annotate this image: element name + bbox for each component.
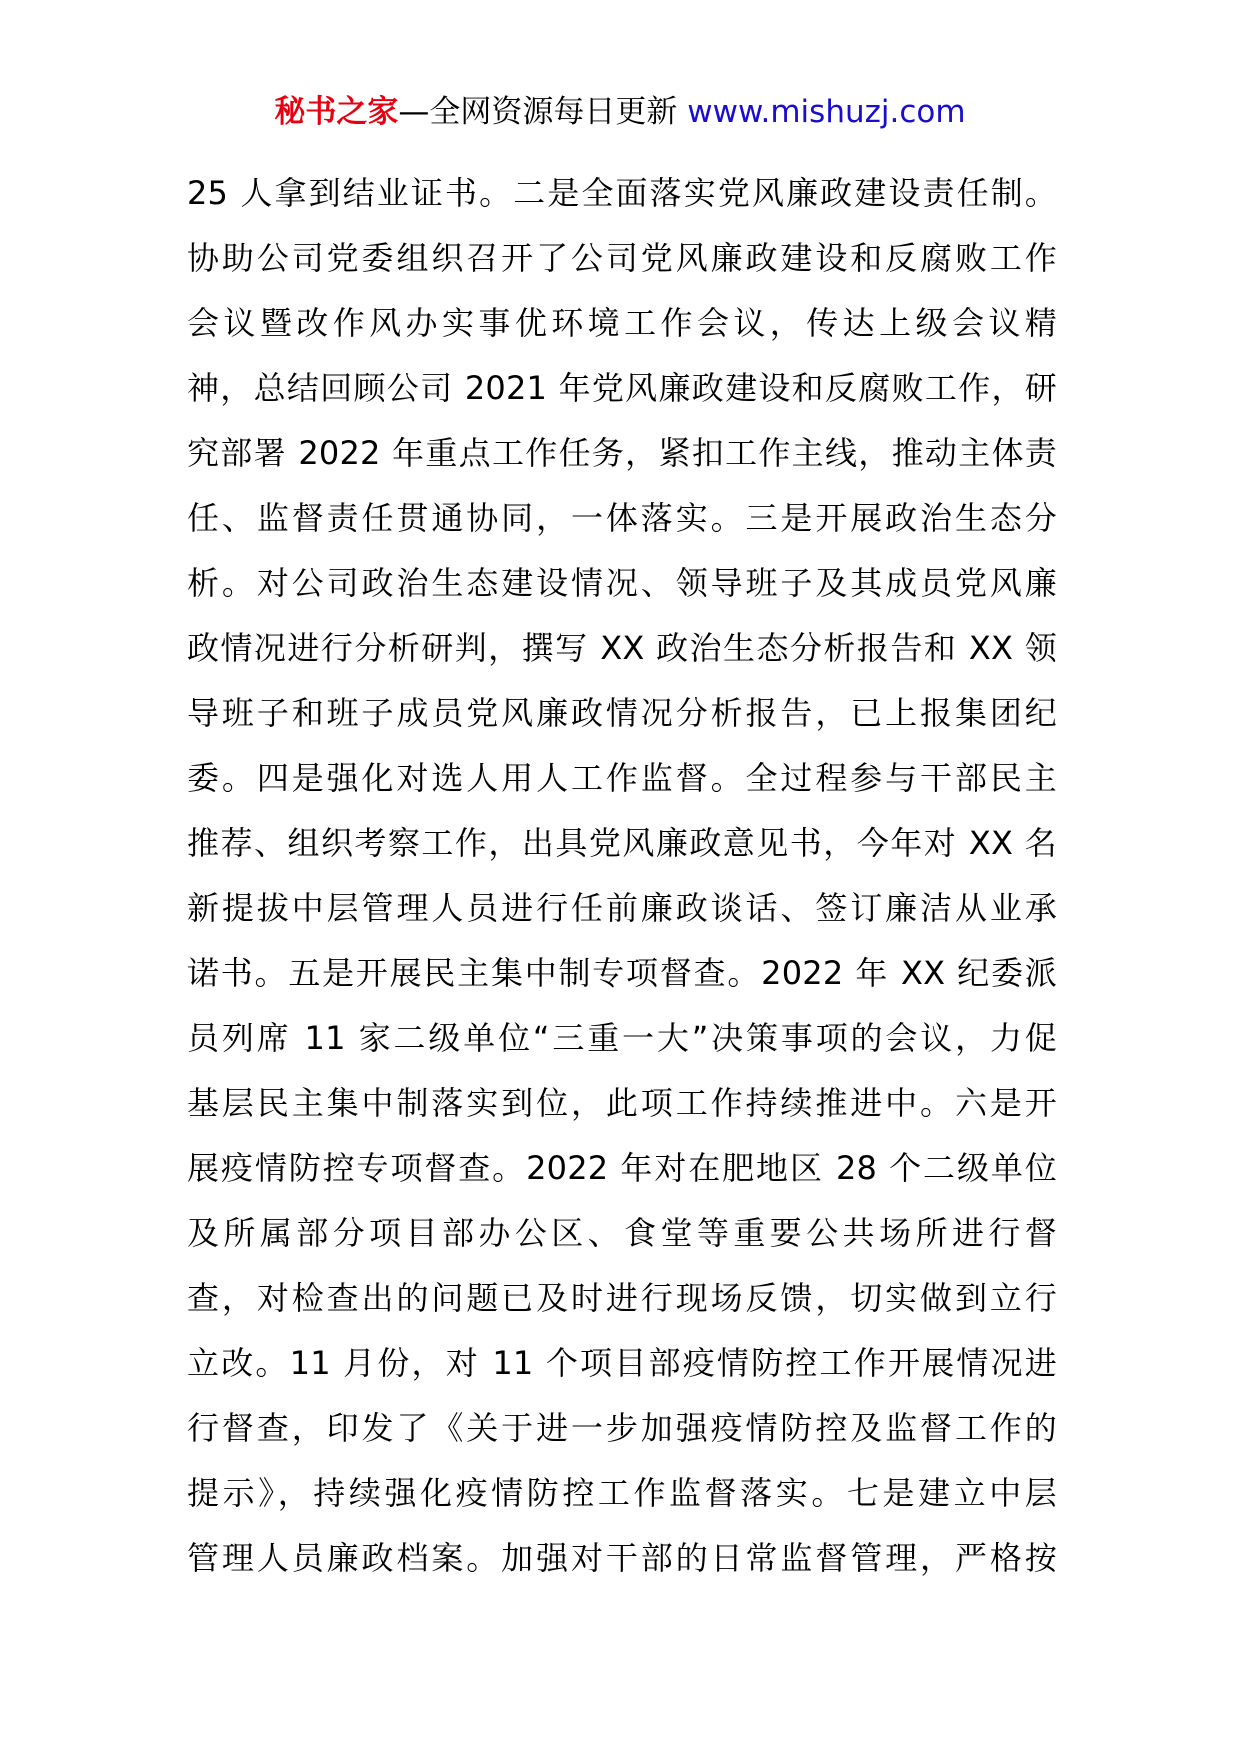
text-line: 展疫情防控专项督查。2022 年对在肥地区 28 个二级单位 bbox=[187, 1149, 1057, 1187]
text-line: 究部署 2022 年重点工作任务，紧扣工作主线，推动主体责 bbox=[187, 434, 1057, 472]
text-line: 基层民主集中制落实到位，此项工作持续推进中。六是开 bbox=[187, 1084, 1057, 1122]
text-line: 诺书。五是开展民主集中制专项督查。2022 年 XX 纪委派 bbox=[187, 954, 1057, 992]
text-line: 推荐、组织考察工作，出具党风廉政意见书，今年对 XX 名 bbox=[187, 824, 1057, 862]
site-header bbox=[0, 92, 1240, 132]
text-line: 行督查，印发了《关于进一步加强疫情防控及监督工作的 bbox=[187, 1409, 1057, 1447]
text-line: 查，对检查出的问题已及时进行现场反馈，切实做到立行 bbox=[187, 1279, 1057, 1317]
text-line: 神，总结回顾公司 2021 年党风廉政建设和反腐败工作，研 bbox=[187, 369, 1057, 407]
text-line: 管理人员廉政档案。加强对干部的日常监督管理，严格按 bbox=[187, 1539, 1057, 1577]
brand-name: 秘书之家 bbox=[274, 94, 399, 130]
text-line: 25 人拿到结业证书。二是全面落实党风廉政建设责任制。 bbox=[187, 174, 1057, 212]
text-line: 导班子和班子成员党风廉政情况分析报告，已上报集团纪 bbox=[187, 694, 1057, 732]
text-line: 政情况进行分析研判，撰写 XX 政治生态分析报告和 XX 领 bbox=[187, 629, 1057, 667]
text-line: 及所属部分项目部办公区、食堂等重要公共场所进行督 bbox=[187, 1214, 1057, 1252]
header-tagline: —全网资源每日更新 bbox=[398, 94, 688, 130]
document-body bbox=[187, 165, 1057, 1595]
text-line: 新提拔中层管理人员进行任前廉政谈话、签订廉洁从业承 bbox=[187, 889, 1057, 927]
text-line: 析。对公司政治生态建设情况、领导班子及其成员党风廉 bbox=[187, 564, 1057, 602]
text-line: 协助公司党委组织召开了公司党风廉政建设和反腐败工作 bbox=[187, 239, 1057, 277]
text-line: 提示》，持续强化疫情防控工作监督落实。七是建立中层 bbox=[187, 1474, 1057, 1512]
text-line: 会议暨改作风办实事优环境工作会议，传达上级会议精 bbox=[187, 304, 1057, 342]
text-line: 委。四是强化对选人用人工作监督。全过程参与干部民主 bbox=[187, 759, 1057, 797]
site-url-link[interactable]: www.mishuzj.com bbox=[687, 94, 966, 130]
text-line: 员列席 11 家二级单位“三重一大”决策事项的会议，力促 bbox=[187, 1019, 1057, 1057]
text-line: 任、监督责任贯通协同，一体落实。三是开展政治生态分 bbox=[187, 499, 1057, 537]
text-line: 立改。11 月份，对 11 个项目部疫情防控工作开展情况进 bbox=[187, 1344, 1057, 1382]
